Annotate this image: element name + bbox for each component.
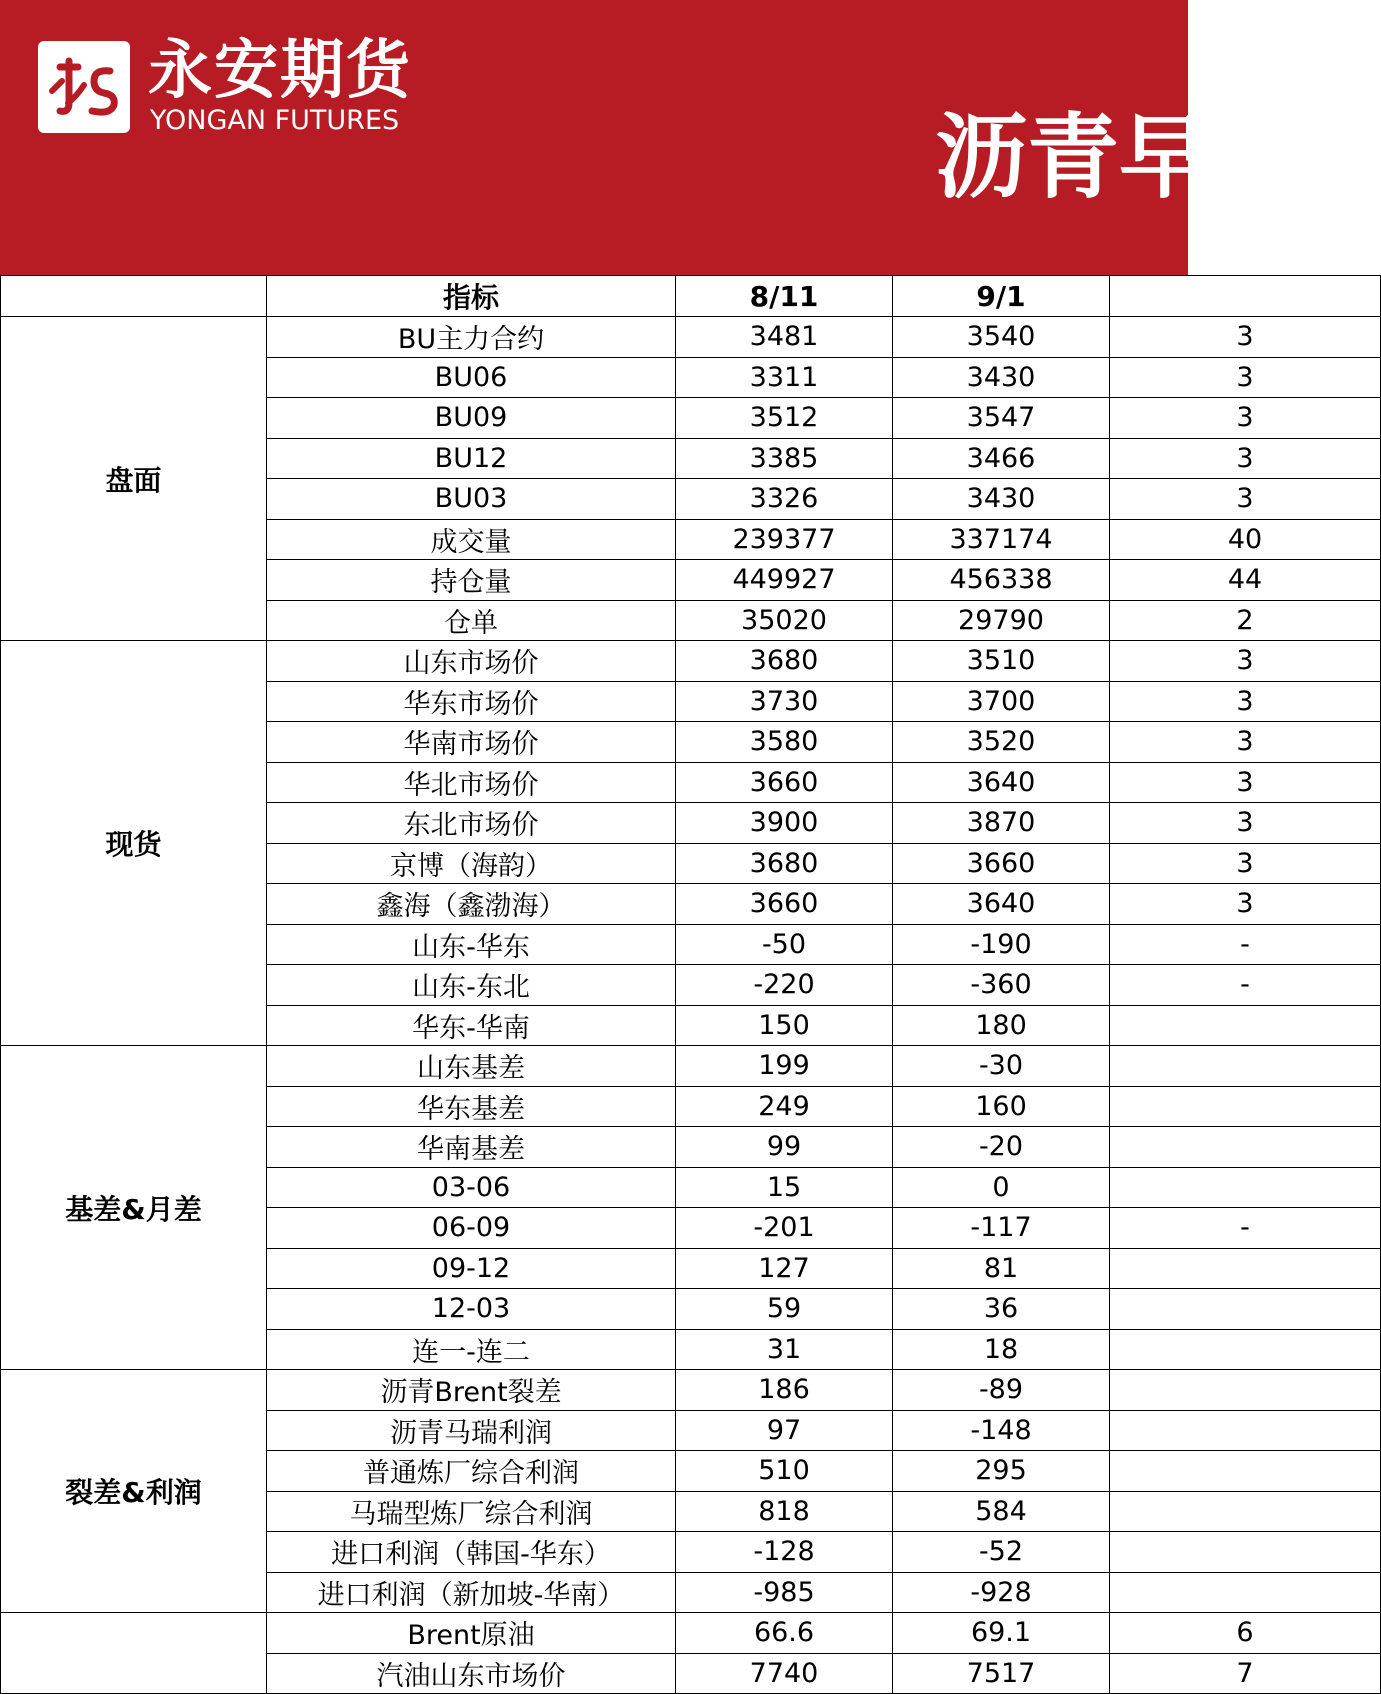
- value-cell-date-1: 239377: [676, 519, 893, 560]
- value-cell-date-1: 3512: [676, 398, 893, 439]
- value-cell-date-2: 180: [893, 1005, 1110, 1046]
- value-cell-date-2: 69.1: [893, 1613, 1110, 1654]
- indicator-cell: 汽油山东市场价: [267, 1653, 676, 1694]
- value-cell-date-2: 3540: [893, 317, 1110, 358]
- value-cell-date-2: 584: [893, 1491, 1110, 1532]
- category-cell: 现货: [1, 641, 267, 1046]
- value-cell-date-2: 160: [893, 1086, 1110, 1127]
- yongan-logo-mark: [38, 41, 130, 133]
- value-cell-date-1: 3680: [676, 641, 893, 682]
- indicator-cell: 山东基差: [267, 1046, 676, 1087]
- category-cell: 盘面: [1, 317, 267, 641]
- value-cell-date-2: -52: [893, 1532, 1110, 1573]
- indicator-cell: BU03: [267, 479, 676, 520]
- table-body: [1, 317, 1381, 1694]
- value-cell-date-2: 3547: [893, 398, 1110, 439]
- indicator-cell: 09-12: [267, 1248, 676, 1289]
- value-cell-date-1: 3326: [676, 479, 893, 520]
- table-row: [1, 1046, 1381, 1087]
- value-cell-date-3: [1110, 1491, 1381, 1532]
- value-cell-date-1: 199: [676, 1046, 893, 1087]
- indicator-cell: 鑫海（鑫渤海）: [267, 884, 676, 925]
- category-cell: 裂差&利润: [1, 1370, 267, 1613]
- value-cell-date-3: [1110, 1046, 1381, 1087]
- value-cell-date-1: 510: [676, 1451, 893, 1492]
- value-cell-date-1: 3580: [676, 722, 893, 763]
- value-cell-date-2: 3640: [893, 884, 1110, 925]
- value-cell-date-3: 3: [1110, 479, 1381, 520]
- value-cell-date-1: 59: [676, 1289, 893, 1330]
- brand-name-cn: 永安期货: [148, 34, 412, 108]
- header-date-1: 8/11: [676, 276, 893, 317]
- value-cell-date-1: -128: [676, 1532, 893, 1573]
- value-cell-date-1: 3311: [676, 357, 893, 398]
- indicator-cell: 成交量: [267, 519, 676, 560]
- table-row: [1, 1370, 1381, 1411]
- value-cell-date-3: [1110, 1248, 1381, 1289]
- value-cell-date-3: [1110, 1289, 1381, 1330]
- value-cell-date-3: [1110, 1370, 1381, 1411]
- table-row: [1, 317, 1381, 358]
- value-cell-date-2: -20: [893, 1127, 1110, 1168]
- indicator-cell: 华东市场价: [267, 681, 676, 722]
- value-cell-date-2: -117: [893, 1208, 1110, 1249]
- indicator-cell: 06-09: [267, 1208, 676, 1249]
- header-date-2: 9/1: [893, 276, 1110, 317]
- table-header-row: [1, 276, 1381, 317]
- indicator-table: [0, 275, 1381, 1694]
- value-cell-date-1: -220: [676, 965, 893, 1006]
- value-cell-date-2: 36: [893, 1289, 1110, 1330]
- indicator-cell: 山东市场价: [267, 641, 676, 682]
- value-cell-date-1: 3660: [676, 762, 893, 803]
- value-cell-date-2: 0: [893, 1167, 1110, 1208]
- indicator-cell: BU06: [267, 357, 676, 398]
- value-cell-date-2: 3870: [893, 803, 1110, 844]
- indicator-cell: 华南市场价: [267, 722, 676, 763]
- indicator-cell: 进口利润（新加坡-华南）: [267, 1572, 676, 1613]
- value-cell-date-3: -: [1110, 1208, 1381, 1249]
- value-cell-date-1: 3900: [676, 803, 893, 844]
- value-cell-date-2: 7517: [893, 1653, 1110, 1694]
- indicator-cell: 华东-华南: [267, 1005, 676, 1046]
- value-cell-date-1: 818: [676, 1491, 893, 1532]
- value-cell-date-2: 295: [893, 1451, 1110, 1492]
- value-cell-date-3: 3: [1110, 438, 1381, 479]
- value-cell-date-2: 18: [893, 1329, 1110, 1370]
- indicator-cell: 华东基差: [267, 1086, 676, 1127]
- value-cell-date-2: 3640: [893, 762, 1110, 803]
- value-cell-date-2: -360: [893, 965, 1110, 1006]
- value-cell-date-2: -190: [893, 924, 1110, 965]
- value-cell-date-3: -: [1110, 924, 1381, 965]
- value-cell-date-1: 249: [676, 1086, 893, 1127]
- value-cell-date-1: 449927: [676, 560, 893, 601]
- value-cell-date-3: [1110, 1451, 1381, 1492]
- value-cell-date-3: [1110, 1532, 1381, 1573]
- value-cell-date-3: 3: [1110, 398, 1381, 439]
- value-cell-date-3: 44: [1110, 560, 1381, 601]
- indicator-cell: 沥青马瑞利润: [267, 1410, 676, 1451]
- indicator-cell: 马瑞型炼厂综合利润: [267, 1491, 676, 1532]
- value-cell-date-1: 3680: [676, 843, 893, 884]
- value-cell-date-1: -50: [676, 924, 893, 965]
- indicator-cell: 华北市场价: [267, 762, 676, 803]
- indicator-table-container: [0, 275, 1263, 1692]
- indicator-cell: BU12: [267, 438, 676, 479]
- category-cell: [1, 1613, 267, 1694]
- indicator-cell: BU09: [267, 398, 676, 439]
- value-cell-date-2: 3466: [893, 438, 1110, 479]
- value-cell-date-3: 3: [1110, 762, 1381, 803]
- indicator-cell: 沥青Brent裂差: [267, 1370, 676, 1411]
- value-cell-date-3: 40: [1110, 519, 1381, 560]
- value-cell-date-2: 81: [893, 1248, 1110, 1289]
- value-cell-date-3: [1110, 1329, 1381, 1370]
- value-cell-date-2: 3700: [893, 681, 1110, 722]
- value-cell-date-3: [1110, 1086, 1381, 1127]
- value-cell-date-1: 3730: [676, 681, 893, 722]
- value-cell-date-2: 3430: [893, 479, 1110, 520]
- value-cell-date-2: 3430: [893, 357, 1110, 398]
- header-category: [1, 276, 267, 317]
- report-title: 沥青早报: [935, 104, 1304, 211]
- value-cell-date-2: -30: [893, 1046, 1110, 1087]
- indicator-cell: 03-06: [267, 1167, 676, 1208]
- value-cell-date-3: [1110, 1005, 1381, 1046]
- indicator-cell: Brent原油: [267, 1613, 676, 1654]
- value-cell-date-3: 3: [1110, 722, 1381, 763]
- value-cell-date-1: -985: [676, 1572, 893, 1613]
- value-cell-date-2: -89: [893, 1370, 1110, 1411]
- value-cell-date-3: 7: [1110, 1653, 1381, 1694]
- value-cell-date-1: 3660: [676, 884, 893, 925]
- value-cell-date-3: 6: [1110, 1613, 1381, 1654]
- value-cell-date-3: 3: [1110, 641, 1381, 682]
- value-cell-date-2: 3510: [893, 641, 1110, 682]
- indicator-cell: 山东-华东: [267, 924, 676, 965]
- value-cell-date-1: 99: [676, 1127, 893, 1168]
- indicator-cell: 12-03: [267, 1289, 676, 1330]
- value-cell-date-3: 3: [1110, 317, 1381, 358]
- indicator-cell: 华南基差: [267, 1127, 676, 1168]
- value-cell-date-2: 29790: [893, 600, 1110, 641]
- indicator-cell: 连一-连二: [267, 1329, 676, 1370]
- value-cell-date-3: [1110, 1410, 1381, 1451]
- value-cell-date-2: 337174: [893, 519, 1110, 560]
- value-cell-date-2: -928: [893, 1572, 1110, 1613]
- value-cell-date-1: 15: [676, 1167, 893, 1208]
- value-cell-date-1: 31: [676, 1329, 893, 1370]
- table-row: [1, 1613, 1381, 1654]
- indicator-cell: 仓单: [267, 600, 676, 641]
- value-cell-date-1: 150: [676, 1005, 893, 1046]
- value-cell-date-1: -201: [676, 1208, 893, 1249]
- value-cell-date-1: 66.6: [676, 1613, 893, 1654]
- header-banner: [0, 0, 1304, 275]
- value-cell-date-3: 3: [1110, 843, 1381, 884]
- indicator-cell: BU主力合约: [267, 317, 676, 358]
- indicator-cell: 东北市场价: [267, 803, 676, 844]
- value-cell-date-3: [1110, 1572, 1381, 1613]
- category-cell: 基差&月差: [1, 1046, 267, 1370]
- header-date-3: [1110, 276, 1381, 317]
- indicator-cell: 京博（海韵）: [267, 843, 676, 884]
- value-cell-date-1: 35020: [676, 600, 893, 641]
- value-cell-date-2: 3660: [893, 843, 1110, 884]
- value-cell-date-3: [1110, 1127, 1381, 1168]
- indicator-cell: 持仓量: [267, 560, 676, 601]
- yongan-logo: [38, 41, 130, 133]
- value-cell-date-1: 97: [676, 1410, 893, 1451]
- value-cell-date-1: 186: [676, 1370, 893, 1411]
- value-cell-date-1: 3385: [676, 438, 893, 479]
- indicator-cell: 进口利润（韩国-华东）: [267, 1532, 676, 1573]
- value-cell-date-3: 3: [1110, 357, 1381, 398]
- value-cell-date-3: 3: [1110, 681, 1381, 722]
- value-cell-date-3: [1110, 1167, 1381, 1208]
- value-cell-date-3: 3: [1110, 884, 1381, 925]
- value-cell-date-3: 2: [1110, 600, 1381, 641]
- header-indicator: 指标: [267, 276, 676, 317]
- indicator-cell: 山东-东北: [267, 965, 676, 1006]
- brand-name-en: YONGAN FUTURES: [150, 105, 400, 136]
- value-cell-date-3: -: [1110, 965, 1381, 1006]
- value-cell-date-1: 7740: [676, 1653, 893, 1694]
- value-cell-date-3: 3: [1110, 803, 1381, 844]
- value-cell-date-2: 3520: [893, 722, 1110, 763]
- indicator-cell: 普通炼厂综合利润: [267, 1451, 676, 1492]
- value-cell-date-1: 3481: [676, 317, 893, 358]
- value-cell-date-1: 127: [676, 1248, 893, 1289]
- value-cell-date-2: 456338: [893, 560, 1110, 601]
- table-row: [1, 641, 1381, 682]
- value-cell-date-2: -148: [893, 1410, 1110, 1451]
